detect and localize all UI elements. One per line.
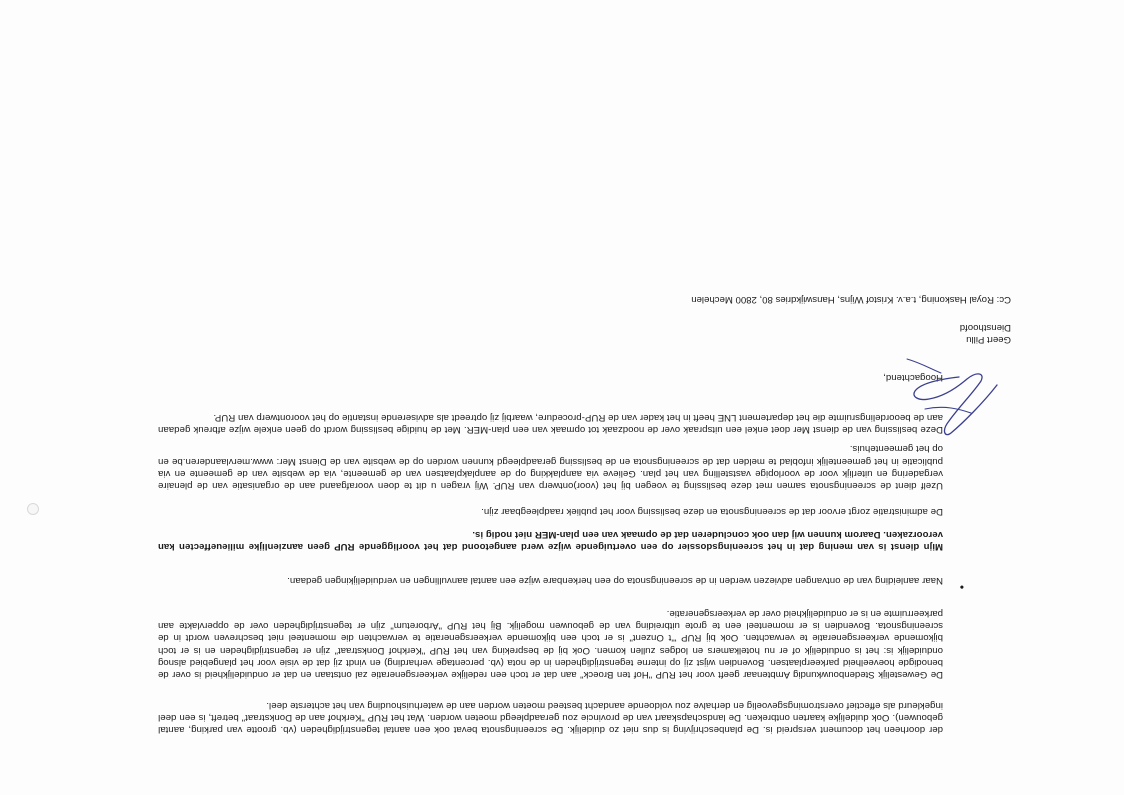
paragraph-conclusion: Mijn dienst is van mening dat in het screeningsdossier op een overtuigende wijze werd aangetoond dat het voorliggende RUP geen aanzienlijke milieueffecten kan veroorzaken. Daarom kunnen wij dan ook concluderen dat de opmaak van een plan-MER niet nodig is. [158, 528, 943, 552]
paragraph-decision: Deze beslissing van de dienst Mer doet enkel een uitspraak over de noodzaak tot opmaak van een plan-MER. Met de huidige beslissing wordt op geen enkele wijze afbreuk gedaan aan de beoordelingsruimte die het departement LNE heeft in het kader van de RUP-procedure, waarbij zij optreedt als adviserende instantie op het voorontwerp van RUP. [158, 411, 943, 435]
cc-line: Cc: Royal Haskoning, t.a.v. Kristof Wijns, Hanswijkdries 80, 2800 Mechelen [691, 294, 1011, 305]
punch-hole [27, 503, 39, 515]
paragraph-continuation: der doorheen het document verspreid is. De planbeschrijving is dus niet zo duidelijk. De screeningsnota bevat ook een aantal tegenstrijdigheden (vb. grootte van parking, aantal gebouwen). Ook duidelijke kaarten ontbreken. De landschapskaart van de provincie zou geraadpleegd moeten worden. Wat het RUP "Kerkhof aan de Donkstraat" betreft, is een deel ingekleurd als effectief overstromingsgevoelig en derhalve zou voldoende aandacht besteed moeten worden aan de waterhuishouding van het achterste deel. [158, 699, 943, 735]
closing-salutation: Hoogachtend, [883, 372, 943, 383]
paragraph-request: Uzelf dient de screeningsnota samen met deze beslissing te voegen bij het (voor)ontwerp van RUP. Wij vragen u dit te doen voorafgaand aan de organisatie van de plenaire vergadering en uiterlijk voor de voorlopige vaststelling van het plan. Gelieve via aanplakking op de aanplakplaatsen van de gemeente, via de website van de gemeente en via publicatie in het gemeentelijk infoblad te melden dat de screeningsnota en de beslissing geraadpleegd kunnen worden op de website van de Dienst Mer: www.mervlaanderen.be en op het gemeentehuis. [158, 443, 943, 491]
bullet-marker: • [959, 580, 964, 594]
paragraph-admin: De administratie zorgt ervoor dat de screeningsnota en deze beslissing voor het publiek raadpleegbaar zijn. [481, 506, 943, 517]
paragraph-advice: Naar aanleiding van de ontvangen adviezen werden in de screeningsnota op een herkenbare wijze een aantal aanvullingen en verduidelijkingen gedaan. [287, 575, 943, 586]
handwritten-signature [901, 353, 1011, 443]
signer-title: Diensthoofd [959, 322, 1011, 333]
signer-name: Geert Pillu [966, 334, 1011, 345]
paragraph-bullet-ambtenaar: De Gewestelijk Stedenbouwkundig Ambtenaar geeft voor het RUP "Hof ten Broeck" aan dat er toch een redelijke verkeersgeneratie zal ontstaan en dat er onduidelijkheid is over de benodigde hoeveelheid parkeerplaatsen. Bovendien wijst zij op interne tegenstrijdigheden in de nota (vb. percentage verharding) en vindt zij dat de visie voor het plangebied alsnog onduidelijk is: het is onduidelijk of er nu hotelkamers en lodges zullen komen. Ook bij de bespreking van het RUP "Kerkhof Donkstraat" zijn er tegenstrijdigheden en is er toch bijkomende verkeersgeneratie te verwachten. Ook bij RUP "'t Onzent" is er toch een bijkomende verkeersgeneratie te verwachten die momenteel niet beschreven wordt in de screeningsnota. Bovendien is er momenteel een te grote uitbreiding van de gebouwen mogelijk. Bij het RUP "Arboretum" zijn er tegenstrijdigheden over de oppervlakte aan parkeerruimte en is er onduidelijkheid over de verkeersgeneratie. [158, 607, 943, 680]
